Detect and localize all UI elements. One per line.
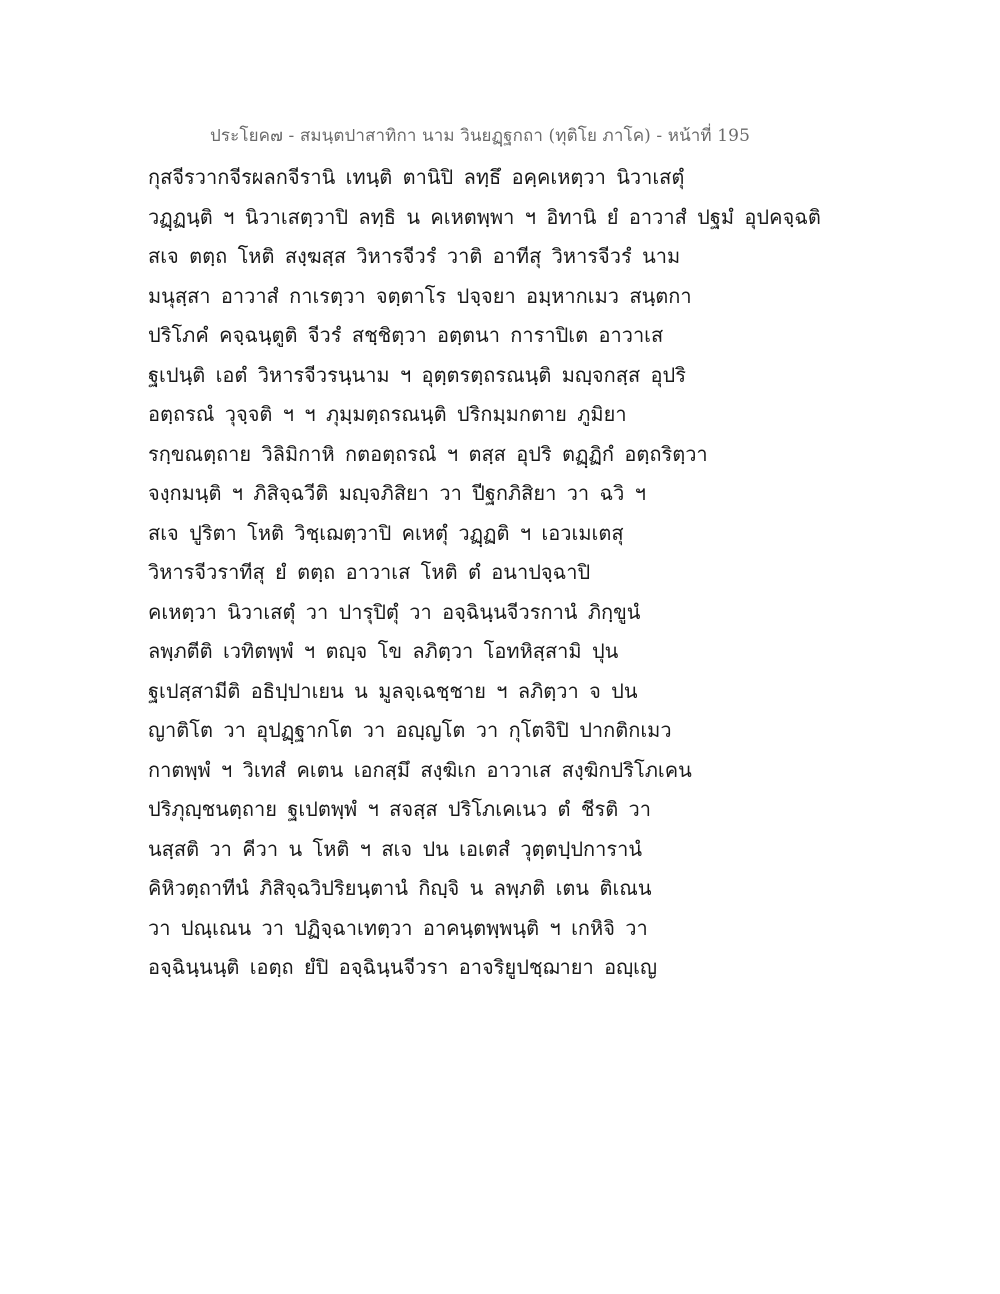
text-line: ลพฺภตีติ เวทิตพฺพํ ฯ ตญฺจ โข ลภิตฺวา โอทหิสฺสามิ ปุน <box>148 639 619 663</box>
body-text <box>148 158 821 988</box>
text-line: คิหิวตฺถาทีนํ ภิสิจฺฉวิปริยนฺตานํ กิญฺจิ น ลพฺภติ เตน ติเณน <box>148 876 652 900</box>
text-line: ฐเปสฺสามีติ อธิปฺปาเยน น มูลจฺเฉชฺชาย ฯ ลภิตฺวา จ ปน <box>148 678 638 703</box>
text-line: คเหตฺวา นิวาเสตุํ วา ปารุปิตุํ วา อจฺฉินฺนจีวรกานํ ภิกฺขูนํ <box>148 599 641 624</box>
text-line: วฏฺฏนฺติ ฯ นิวาเสตฺวาปิ ลทฺธิ น คเหตพฺพา ฯ อิทานิ ยํ อาวาสํ ปฐมํ อุปคจฺฉติ <box>148 204 821 229</box>
text-line: กุสจีรวากจีรผลกจีรานิ เทนฺติ ตานิปิ ลทฺธึ อคฺคเหตฺวา นิวาเสตุํ <box>148 165 685 189</box>
text-line: อจฺฉินฺนนฺติ เอตฺถ ยํปิ อจฺฉินฺนจีวรา อาจริยูปชฺฌายา อญฺเญ <box>148 955 658 979</box>
text-line: สเจ ปูริตา โหติ วิชฺเฌตฺวาปิ คเหตุํ วฏฺฏติ ฯ เอวเมเตสุ <box>148 520 624 545</box>
text-line: ญาติโต วา อุปฏฺฐากโต วา อญฺญโต วา กุโตจิปิ ปากติกเมว <box>148 718 672 742</box>
text-line: มนุสฺสา อาวาสํ กาเรตฺวา จตฺตาโร ปจฺจยา อมฺหากเมว สนฺตกา <box>148 283 692 308</box>
text-line: จงฺกมนฺติ ฯ ภิสิจฺฉวีติ มญฺจภิสิยา วา ปีฐกภิสิยา วา ฉวิ ฯ <box>148 481 646 505</box>
text-line: วิหารจีวราทีสุ ยํ ตตฺถ อาวาเส โหติ ตํ อนาปจฺฉาปิ <box>148 560 591 584</box>
text-line: อตฺถรณํ วุจฺจติ ฯ ฯ ภุมฺมตฺถรณนฺติ ปริกมฺมกตาย ภูมิยา <box>148 402 627 426</box>
text-line: สเจ ตตฺถ โหติ สงฺฆสฺส วิหารจีวรํ วาติ อาทีสุ วิหารจีวรํ นาม <box>148 244 681 268</box>
text-line: นสฺสติ วา คีวา น โหติ ฯ สเจ ปน เอเตสํ วุตฺตปฺปการานํ <box>148 836 642 861</box>
text-line: ฐเปนฺติ เอตํ วิหารจีวรนฺนาม ฯ อุตฺตรตฺถรณนฺติ มญฺจกสฺส อุปริ <box>148 362 686 387</box>
text-line: กาตพฺพํ ฯ วิเทสํ คเตน เอกสฺมึ สงฺฆิเก อาวาเส สงฺฆิกปริโภเคน <box>148 757 692 782</box>
page-header: ประโยค๗ - สมนฺตปาสาทิกา นาม วินยฏฺฐกถา (ทุติโย ภาโค) - หน้าที่ 195 <box>210 126 750 146</box>
text-line: ปริภุญฺชนตฺถาย ฐเปตพฺพํ ฯ สจสฺส ปริโภเคเนว ตํ ชีรติ วา <box>148 797 652 821</box>
text-line: ปริโภคํ คจฺฉนฺตูติ จีวรํ สชฺชิตฺวา อตฺตนา การาปิเต อาวาเส <box>148 323 664 347</box>
text-line: รกฺขณตฺถาย วิลิมิกาหิ กตอตฺถรณํ ฯ ตสฺส อุปริ ตฏฺฏิกํ อตฺถริตฺวา <box>148 441 708 466</box>
text-line: วา ปณฺเณน วา ปฏิจฺฉาเทตฺวา อาคนฺตพฺพนฺติ ฯ เกหิจิ วา <box>148 915 648 940</box>
